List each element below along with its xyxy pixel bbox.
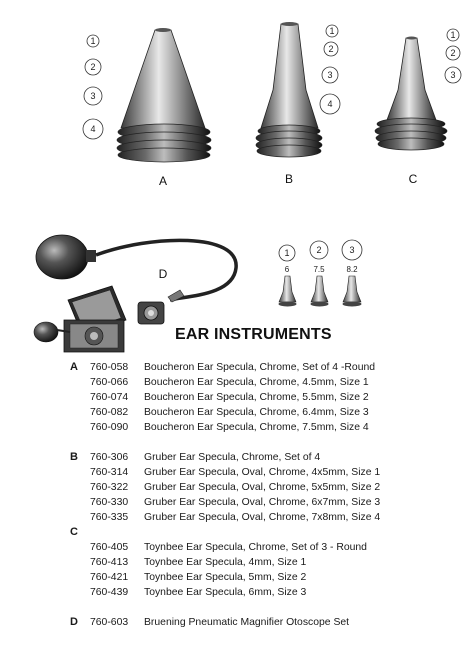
item-description: Gruber Ear Specula, Oval, Chrome, 6x7mm, Size 3 — [144, 497, 381, 508]
toynbee-size-1: 6 — [284, 265, 290, 274]
catalog-row — [64, 420, 464, 435]
item-code: 760-322 — [90, 482, 129, 493]
toynbee-size-2: 7.5 — [313, 265, 325, 274]
group-letter-c: C — [70, 526, 78, 538]
item-description: Gruber Ear Specula, Oval, Chrome, 4x5mm, Size 1 — [144, 467, 381, 478]
toynbee-tips — [279, 276, 362, 307]
catalog-row — [64, 375, 464, 390]
item-code: 760-066 — [90, 377, 129, 388]
item-code: 760-439 — [90, 587, 129, 598]
page-heading: EAR INSTRUMENTS — [175, 326, 332, 343]
group-letter-a: A — [70, 361, 78, 373]
group-header-row — [64, 525, 464, 540]
circle-b-3-label: 3 — [327, 70, 333, 80]
item-code: 760-421 — [90, 572, 129, 583]
figure-label-b: B — [284, 172, 294, 186]
figure-label-c: C — [408, 172, 418, 186]
circle-a-4-label: 4 — [90, 124, 96, 134]
toynbee-circle-2-label: 2 — [316, 245, 322, 255]
circle-c-1-label: 1 — [450, 30, 456, 40]
item-description: Boucheron Ear Specula, Chrome, 5.5mm, Size 2 — [144, 392, 369, 403]
group-letter-b: B — [70, 451, 78, 463]
catalog-row — [64, 615, 464, 630]
circle-b-2-label: 2 — [328, 44, 334, 54]
circle-c-3-label: 3 — [450, 70, 456, 80]
item-code: 760-330 — [90, 497, 129, 508]
toynbee-size-3: 8.2 — [346, 265, 358, 274]
catalog-row — [64, 450, 464, 465]
figure-label-a: A — [158, 174, 168, 188]
item-description: Gruber Ear Specula, Oval, Chrome, 5x5mm, Size 2 — [144, 482, 381, 493]
item-code: 760-603 — [90, 617, 129, 628]
item-description: Boucheron Ear Specula, Chrome, 4.5mm, Size 1 — [144, 377, 369, 388]
item-code: 760-058 — [90, 362, 129, 373]
item-description: Boucheron Ear Specula, Chrome, Set of 4 -Round — [144, 362, 376, 373]
circle-a-2-label: 2 — [90, 62, 96, 72]
catalog-row — [64, 480, 464, 495]
item-description: Toynbee Ear Specula, 5mm, Size 2 — [144, 572, 307, 583]
figure-label-d: D — [158, 267, 168, 281]
catalog-row — [64, 555, 464, 570]
catalog-row — [64, 360, 464, 375]
catalog-list — [64, 360, 464, 630]
item-code: 760-314 — [90, 467, 129, 478]
circle-c-2-label: 2 — [450, 48, 456, 58]
toynbee-circle-3-label: 3 — [349, 245, 355, 255]
item-description: Gruber Ear Specula, Oval, Chrome, 7x8mm, Size 4 — [144, 512, 381, 523]
speculum-c — [375, 37, 447, 151]
group-letter-d: D — [70, 616, 78, 628]
item-description: Boucheron Ear Specula, Chrome, 7.5mm, Size 4 — [144, 422, 369, 433]
catalog-row — [64, 390, 464, 405]
catalog-row — [64, 465, 464, 480]
catalog-row — [64, 495, 464, 510]
item-code: 760-074 — [90, 392, 129, 403]
item-description: Toynbee Ear Specula, 6mm, Size 3 — [144, 587, 307, 598]
catalog-row — [64, 405, 464, 420]
item-code: 760-082 — [90, 407, 129, 418]
catalog-row — [64, 570, 464, 585]
item-description: Toynbee Ear Specula, Chrome, Set of 3 - Round — [144, 542, 367, 553]
catalog-row — [64, 540, 464, 555]
item-code: 760-405 — [90, 542, 129, 553]
speculum-a — [117, 28, 211, 162]
speculum-b — [256, 22, 322, 157]
catalog-row — [64, 510, 464, 525]
item-code: 760-413 — [90, 557, 129, 568]
toynbee-circle-1-label: 1 — [284, 248, 290, 258]
spacer — [64, 435, 464, 450]
spacer — [64, 600, 464, 615]
item-description: Bruening Pneumatic Magnifier Otoscope Set — [144, 617, 350, 628]
circle-b-1-label: 1 — [329, 26, 335, 36]
item-description: Boucheron Ear Specula, Chrome, 6.4mm, Size 3 — [144, 407, 369, 418]
item-code: 760-306 — [90, 452, 129, 463]
circle-a-1-label: 1 — [90, 36, 96, 46]
circle-b-4-label: 4 — [327, 99, 333, 109]
item-code: 760-090 — [90, 422, 129, 433]
item-description: Gruber Ear Specula, Chrome, Set of 4 — [144, 452, 321, 463]
catalog-row — [64, 585, 464, 600]
item-description: Toynbee Ear Specula, 4mm, Size 1 — [144, 557, 307, 568]
circle-a-3-label: 3 — [90, 91, 96, 101]
item-code: 760-335 — [90, 512, 129, 523]
